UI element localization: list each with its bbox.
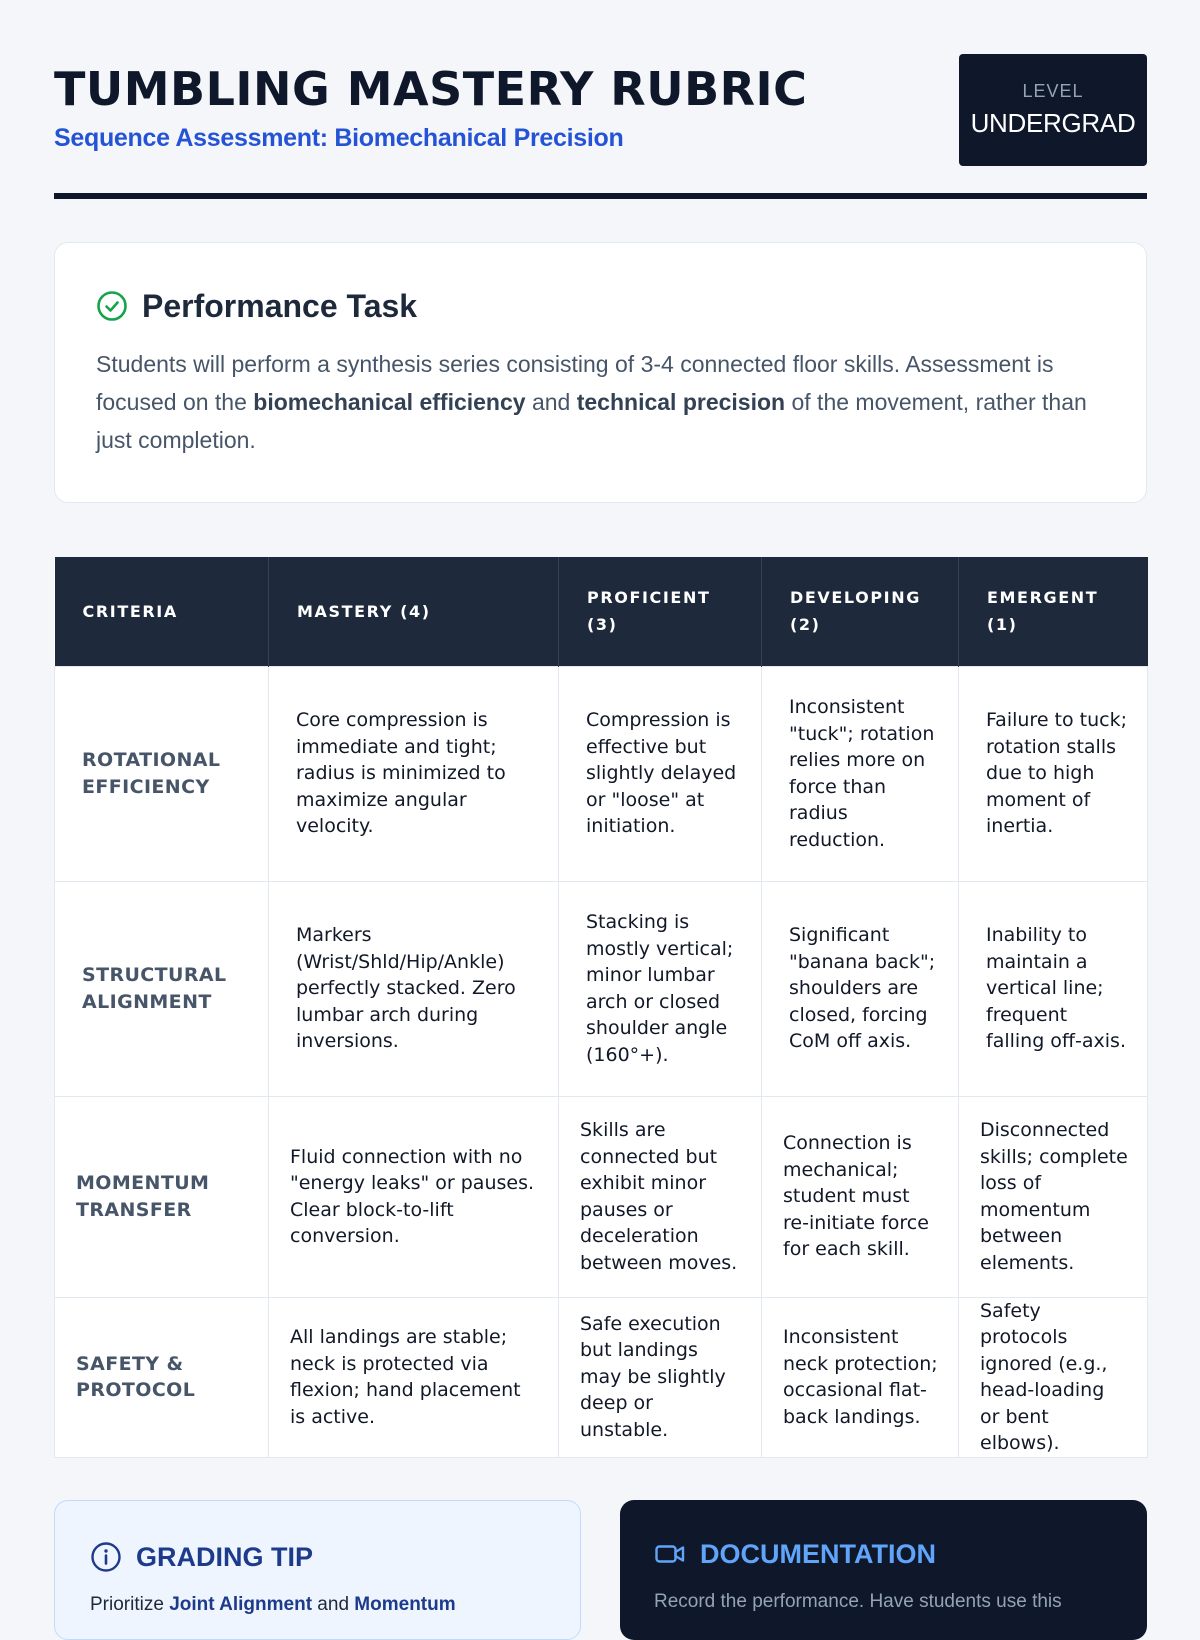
column-header-developing: DEVELOPING (2) (762, 557, 959, 666)
grading-tip-title: GRADING TIP (136, 1541, 314, 1572)
rubric-page (54, 0, 1147, 1615)
proficient-cell: Stacking is mostly vertical; minor lumbar arch or closed shoulder angle (160°+). (559, 881, 762, 1096)
proficient-cell: Skills are connected but exhibit minor pauses or deceleration between moves. (559, 1096, 762, 1297)
emergent-cell: Disconnected skills; complete loss of momentum between elements. (959, 1096, 1148, 1297)
task-text-1: Students will perform a synthesis series consisting of 3-4 connected floor skills. Assessment is focused on the (96, 351, 1054, 415)
performance-task-card (54, 242, 1147, 503)
table-row (55, 1297, 1148, 1457)
video-camera-icon (654, 1538, 686, 1570)
column-header-proficient: PROFICIENT (3) (559, 557, 762, 666)
mastery-cell: All landings are stable; neck is protected via flexion; hand placement is active. (269, 1297, 559, 1457)
column-header-mastery: MASTERY (4) (269, 557, 559, 666)
column-header-emergent: EMERGENT (1) (959, 557, 1148, 666)
table-header-row (55, 557, 1148, 666)
page-header (54, 0, 1147, 200)
proficient-cell: Compression is effective but slightly delayed or "loose" at initiation. (559, 666, 762, 881)
grading-tip-heading (90, 1537, 546, 1577)
header-divider (54, 193, 1147, 199)
mastery-cell: Fluid connection with no "energy leaks" or pauses. Clear block-to-lift conversion. (269, 1096, 559, 1297)
developing-cell: Inconsistent neck protection; occasional flat-back landings. (762, 1297, 959, 1457)
level-label: LEVEL (1022, 81, 1084, 101)
emergent-cell: Failure to tuck; rotation stalls due to high moment of inertia. (959, 666, 1148, 881)
mastery-cell: Core compression is immediate and tight; radius is minimized to maximize angular velocity. (269, 666, 559, 881)
documentation-text: Record the performance. Have students use this (654, 1591, 1062, 1612)
criteria-cell: MOMENTUM TRANSFER (55, 1096, 269, 1297)
table-row (55, 666, 1148, 881)
rubric-table (54, 557, 1148, 1458)
column-header-criteria: CRITERIA (55, 557, 269, 666)
documentation-heading (654, 1534, 1113, 1574)
check-circle-icon (96, 290, 128, 322)
page-title: TUMBLING MASTERY RUBRIC (54, 62, 808, 116)
performance-task-title: Performance Task (142, 287, 418, 324)
level-value: UNDERGRAD (970, 108, 1136, 138)
task-text-2: and (525, 389, 577, 415)
performance-task-heading (96, 287, 1106, 325)
table-row (55, 881, 1148, 1096)
info-circle-icon (90, 1541, 122, 1573)
criteria-cell: SAFETY & PROTOCOL (55, 1297, 269, 1457)
grading-tip-card (54, 1500, 581, 1640)
documentation-card (620, 1500, 1147, 1640)
emergent-cell: Safety protocols ignored (e.g., head-loading or bent elbows). (959, 1297, 1148, 1457)
task-bold-1: biomechanical efficiency (253, 389, 526, 415)
tip-bold-2: Momentum (354, 1594, 456, 1615)
criteria-cell: ROTATIONAL EFFICIENCY (55, 666, 269, 881)
developing-cell: Inconsistent "tuck"; rotation relies more on force than radius reduction. (762, 666, 959, 881)
page-subtitle: Sequence Assessment: Biomechanical Precision (54, 124, 624, 152)
table-row (55, 1096, 1148, 1297)
developing-cell: Connection is mechanical; student must re-initiate force for each skill. (762, 1096, 959, 1297)
emergent-cell: Inability to maintain a vertical line; frequent falling off-axis. (959, 881, 1148, 1096)
tip-text-1: Prioritize (90, 1594, 170, 1615)
documentation-title: DOCUMENTATION (700, 1538, 936, 1569)
grading-tip-text (90, 1591, 546, 1619)
tip-text-2: and (312, 1594, 355, 1615)
mastery-cell: Markers (Wrist/Shld/Hip/Ankle) perfectly stacked. Zero lumbar arch during inversions. (269, 881, 559, 1096)
developing-cell: Significant "banana back"; shoulders are closed, forcing CoM off axis. (762, 881, 959, 1096)
level-badge (959, 54, 1147, 166)
proficient-cell: Safe execution but landings may be slightly deep or unstable. (559, 1297, 762, 1457)
tip-bold-1: Joint Alignment (169, 1594, 313, 1615)
performance-task-description (96, 345, 1106, 459)
task-text-3: of the movement, rather than just completion. (96, 389, 1087, 453)
task-bold-2: technical precision (576, 389, 786, 415)
criteria-cell: STRUCTURAL ALIGNMENT (55, 881, 269, 1096)
